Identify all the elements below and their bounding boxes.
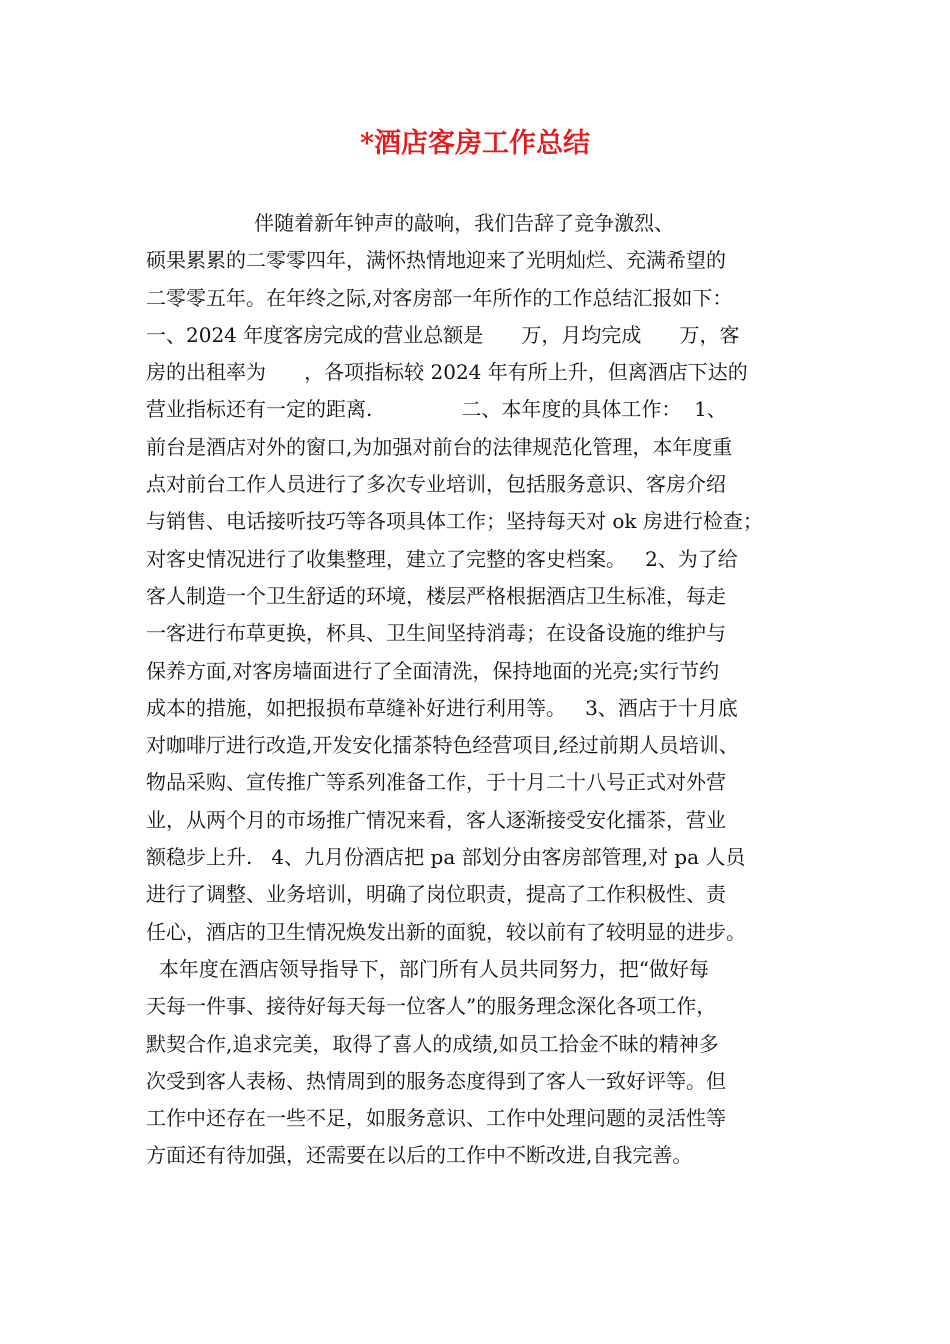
body-line: 客人制造一个卫生舒适的环境，楼层严格根据酒店卫生标准，每走 — [146, 583, 726, 608]
body-line: 与销售、电话接听技巧等各项具体工作；坚持每天对 ok 房进行检查； — [146, 509, 763, 534]
body-line: 任心，酒店的卫生情况焕发出新的面貌，较以前有了较明显的进步。 — [146, 919, 746, 944]
body-line: 本年度在酒店领导指导下，部门所有人员共同努力，把“做好每 — [146, 956, 709, 981]
body-line: 进行了调整、业务培训，明确了岗位职责，提高了工作积极性、责 — [146, 882, 726, 907]
body-line: 默契合作,追求完美，取得了喜人的成绩,如员工拾金不昧的精神多 — [146, 1031, 719, 1056]
body-line: 保养方面,对客房墙面进行了全面清洗，保持地面的光亮;实行节约 — [146, 658, 720, 683]
body-line: 工作中还存在一些不足，如服务意识、工作中处理问题的灵活性等 — [146, 1106, 726, 1131]
body-line: 伴随着新年钟声的敲响，我们告辞了竞争激烈、 — [146, 211, 675, 235]
body-line: 额稳步上升. 4、九月份酒店把 pa 部划分由客房部管理,对 pa 人员 — [146, 845, 746, 870]
body-line: 对咖啡厅进行改造,开发安化擂茶特色经营项目,经过前期人员培训、 — [146, 733, 739, 758]
body-line: 物品采购、宣传推广等系列准备工作，于十月二十八号正式对外营 — [146, 770, 726, 795]
body-line: 点对前台工作人员进行了多次专业培训，包括服务意识、客房介绍 — [146, 472, 726, 497]
body-line: 次受到客人表杨、热情周到的服务态度得到了客人一致好评等。但 — [146, 1068, 726, 1093]
body-line: 营业指标还有一定的距离. 二、本年度的具体工作： 1、 — [146, 397, 727, 422]
body-line: 二零零五年。在年终之际,对客房部一年所作的工作总结汇报如下： — [146, 285, 733, 310]
document-body — [146, 205, 836, 1175]
body-line: 成本的措施，如把报损布草缝补好进行利用等。 3、酒店于十月底 — [146, 695, 738, 720]
body-line: 方面还有待加强，还需要在以后的工作中不断改进,自我完善。 — [146, 1143, 693, 1168]
body-line: 硕果累累的二零零四年，满怀热情地迎来了光明灿烂、充满希望的 — [146, 248, 726, 273]
body-line: 一客进行布草更换，杯具、卫生间坚持消毒；在设备设施的维护与 — [146, 621, 726, 646]
body-line: 房的出租率为 ，各项指标较 2024 年有所上升，但离酒店下达的 — [146, 360, 748, 385]
body-line: 一、2024 年度客房完成的营业总额是 万，月均完成 万，客 — [146, 322, 740, 347]
body-line: 业，从两个月的市场推广情况来看，客人逐渐接受安化擂茶，营业 — [146, 807, 726, 832]
document-title: *酒店客房工作总结 — [359, 128, 591, 159]
body-line: 前台是酒店对外的窗口,为加强对前台的法律规范化管理，本年度重 — [146, 434, 733, 459]
body-line: 天每一件事、接待好每天每一位客人”的服务理念深化各项工作， — [146, 994, 717, 1019]
body-line: 对客史情况进行了收集整理，建立了完整的客史档案。 2、为了给 — [146, 546, 738, 571]
